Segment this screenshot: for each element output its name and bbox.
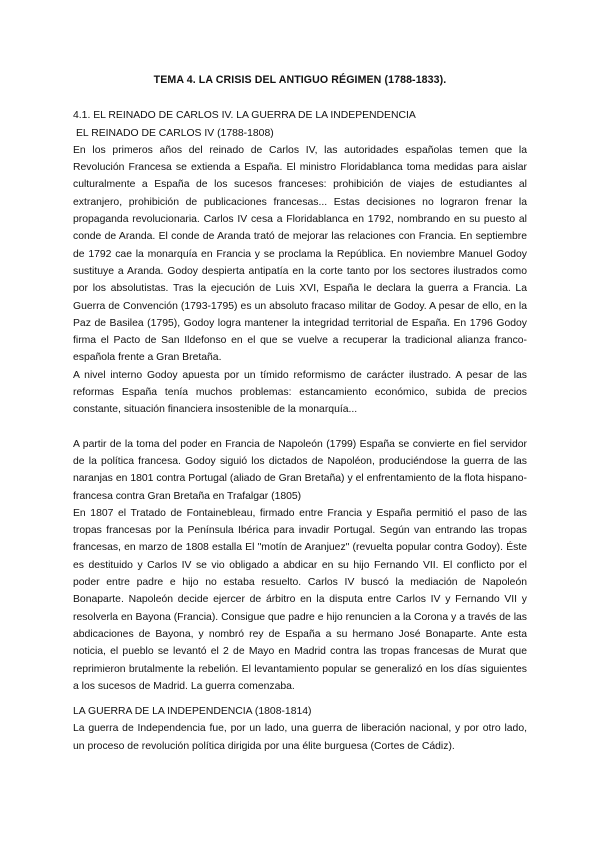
document-title: TEMA 4. LA CRISIS DEL ANTIGUO RÉGIMEN (1788-1833). bbox=[153, 74, 447, 86]
section-heading-carlos-iv: 4.1. EL REINADO DE CARLOS IV. LA GUERRA DE LA INDEPENDENCIA bbox=[73, 110, 416, 122]
subsection-heading-reinado: EL REINADO DE CARLOS IV (1788-1808) bbox=[76, 127, 274, 139]
paragraph-napoleon: A partir de la toma del poder en Francia de Napoleón (1799) España se convierte en fiel servidor de la política francesa. Godoy siguió los dictados de Napoléon, produciéndose la guerra de las naranjas en 1801 contra Portugal (aliado de Gran Bretaña) y el enfrentamiento de la flota hispano-francesa contra Gran Bretaña en Trafalgar (1805) bbox=[73, 438, 527, 502]
paragraph-revolucion-francesa: En los primeros años del reinado de Carlos IV, las autoridades españolas temen que la Revolución Francesa se extienda a España. El ministro Floridablanca toma medidas para aislar culturalmente a España de los sucesos franceses: prohibición de viajes de estudiantes al extranjero, prohibición de publicaciones francesas... Estas decisiones no lograron frenar la propaganda revolucionaria. Carlos IV cesa a Floridablanca en 1792, nombrando en su puesto al conde de Aranda. El conde de Aranda trató de mejorar las relaciones con Francia. En septiembre de 1792 cae la monarquía en Francia y se proclama la República. En noviembre Manuel Godoy sustituye a Aranda. Godoy despierta antipatía en la corte tanto por los sectores ilustrados como por los absolutistas. Tras la ejecución de Luis XVI, España le declara la guerra a Francia. La Guerra de Convención (1793-1795) es un absoluto fracaso militar de Godoy. A pesar de ello, en la Paz de Basilea (1795), Godoy logra mantener la integridad territorial de España. En 1796 Godoy firma el Pacto de San Ildefonso en el que se vuelve a recuperar la tradicional alianza franco-española frente a Gran Bretaña. bbox=[73, 144, 527, 364]
section-heading-guerra-independencia: LA GUERRA DE LA INDEPENDENCIA (1808-1814) bbox=[73, 706, 312, 718]
paragraph-fontainebleau: En 1807 el Tratado de Fontainebleau, firmado entre Francia y España permitió el paso de las tropas francesas por la Península Ibérica para invadir Portugal. Según van entrando las tropas francesas, en marzo de 1808 estalla El "motín de Aranjuez" (revuelta popular contra Godoy). Éste es destituido y Carlos IV se vio obligado a abdicar en su hijo Fernando VII. El conflicto por el poder entre padre e hijo no estaba resuelto. Carlos IV buscó la mediación de Napoleón Bonaparte. Napoleón decide ejercer de árbitro en la disputa entre Carlos IV y Fernando VII y resolverla en Bayona (Francia). Consigue que padre e hijo renuncien a la Corona y a través de las abdicaciones de Bayona, y nombró rey de España a su hermano José Bonaparte. Ante esta noticia, el pueblo se levantó el 2 de Mayo en Madrid contra las tropas francesas de Murat que reprimieron brutalmente la rebelión. El levantamiento popular se generalizó en los días siguientes a los sucesos de Madrid. La guerra comenzaba. bbox=[73, 507, 527, 692]
paragraph-guerra-independencia: La guerra de Independencia fue, por un lado, una guerra de liberación nacional, y por otro lado, un proceso de revolución política dirigida por una élite burguesa (Cortes de Cádiz). bbox=[73, 723, 527, 752]
paragraph-spacer bbox=[73, 419, 527, 436]
paragraph-reformismo-interno: A nivel interno Godoy apuesta por un tímido reformismo de carácter ilustrado. A pesar de las reformas España tenía muchos problemas: estancamiento económico, subida de precios constante, situación financiera insostenible de la monarquía... bbox=[73, 369, 527, 416]
section-spacer bbox=[73, 695, 527, 703]
